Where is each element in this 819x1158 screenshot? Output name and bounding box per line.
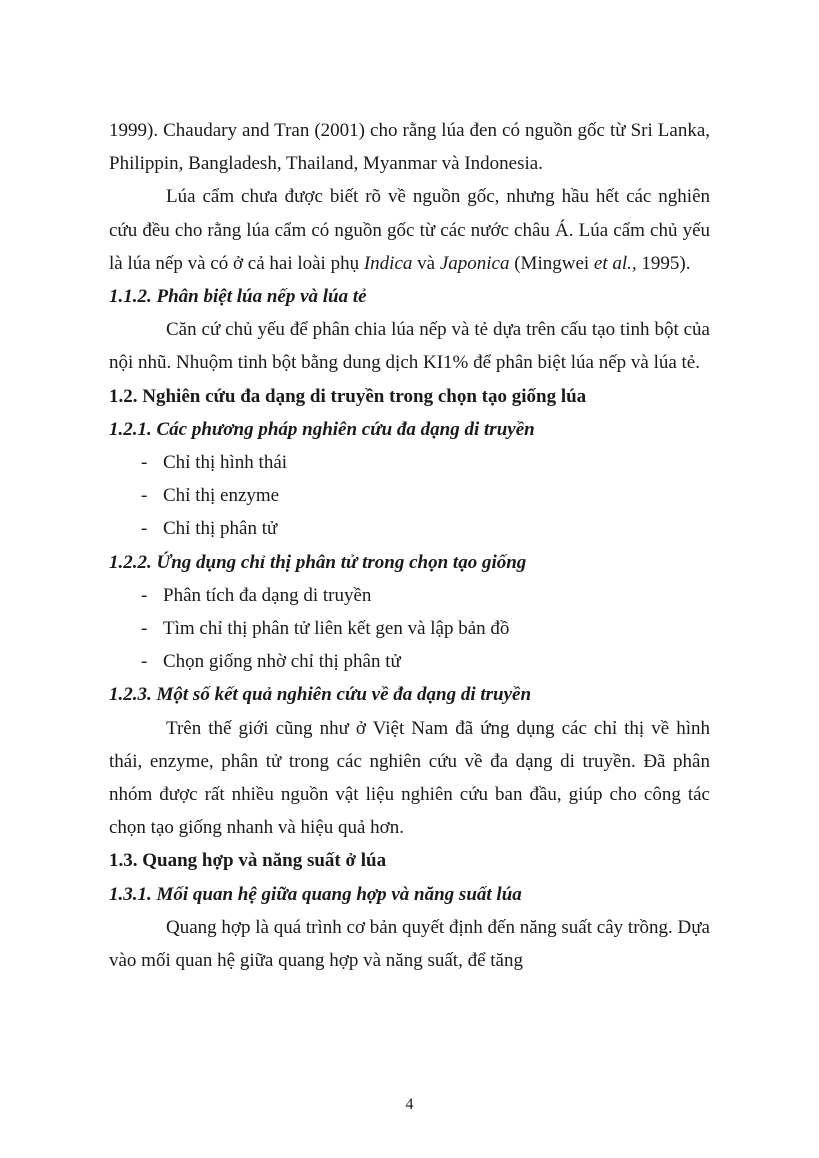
- list-item-text: Chỉ thị enzyme: [163, 485, 280, 507]
- heading-1-3-1: 1.3.1. Mối quan hệ giữa quang hợp và năng suất lúa: [109, 883, 522, 905]
- list-item-text: Chỉ thị phân tử: [163, 518, 278, 540]
- italic-indica: Indica: [363, 252, 413, 274]
- heading-1-2-2: 1.2.2. Ứng dụng chỉ thị phân tử trong chọn tạo giống: [109, 551, 527, 573]
- list-research-methods: [109, 446, 710, 546]
- paragraph-starch-distinction: Căn cứ chủ yếu để phân chia lúa nếp và tẻ dựa trên cấu tạo tinh bột của nội nhũ. Nhuộm tinh bột bằng dung dịch KI1% để phân biệt lúa nếp và lúa tẻ.: [109, 319, 710, 374]
- list-item: [109, 645, 710, 678]
- dash-marker: -: [141, 485, 148, 507]
- list-item: [109, 446, 710, 479]
- list-item-text: Chỉ thị hình thái: [163, 452, 288, 474]
- heading-1-2: 1.2. Nghiên cứu đa dạng di truyền trong chọn tạo giống lúa: [109, 385, 587, 407]
- paragraph-purple-rice-origin: [109, 180, 710, 280]
- list-item-text: Tìm chỉ thị phân tử liên kết gen và lập bản đồ: [163, 618, 510, 640]
- heading-1-2-1: 1.2.1. Các phương pháp nghiên cứu đa dạng di truyền: [109, 418, 535, 440]
- list-marker-applications: [109, 579, 710, 679]
- dash-marker: -: [141, 584, 148, 606]
- italic-japonica: Japonica: [439, 252, 510, 274]
- list-item: [109, 479, 710, 512]
- page-number: 4: [405, 1096, 414, 1113]
- italic-et-al: et al.,: [593, 252, 637, 274]
- text-segment: và: [412, 252, 440, 274]
- heading-1-3: 1.3. Quang hợp và năng suất ở lúa: [109, 850, 387, 872]
- text-segment: 1995).: [636, 252, 691, 274]
- list-item: [109, 579, 710, 612]
- paragraph-photosynthesis: Quang hợp là quá trình cơ bản quyết định đến năng suất cây trồng. Dựa vào mối quan hệ giữa quang hợp và năng suất, để tăng: [109, 916, 710, 972]
- heading-1-2-3: 1.2.3. Một số kết quả nghiên cứu về đa dạng di truyền: [109, 684, 532, 706]
- paragraph-diversity-results: Trên thế giới cũng như ở Việt Nam đã ứng dụng các chỉ thị về hình thái, enzyme, phân tử trong các nghiên cứu về đa dạng di truyền. Đã phân nhóm được rất nhiều nguồn vật liệu nghiên cứu ban đầu, giúp cho công tác chọn tạo giống nhanh và hiệu quả hơn.: [109, 717, 710, 839]
- paragraph-black-rice-origin: 1999). Chaudary and Tran (2001) cho rằng lúa đen có nguồn gốc từ Sri Lanka, Philippin, Bangladesh, Thailand, Myanmar và Indonesia.: [109, 120, 710, 175]
- heading-1-1-2: 1.1.2. Phân biệt lúa nếp và lúa tẻ: [109, 286, 367, 308]
- list-item-text: Phân tích đa dạng di truyền: [163, 584, 372, 606]
- dash-marker: -: [141, 651, 148, 673]
- document-page: [109, 114, 710, 977]
- list-item-text: Chọn giống nhờ chỉ thị phân tử: [163, 651, 401, 673]
- dash-marker: -: [141, 452, 148, 474]
- text-segment: (Mingwei: [509, 252, 594, 274]
- dash-marker: -: [141, 518, 148, 540]
- dash-marker: -: [141, 618, 148, 640]
- list-item: [109, 612, 710, 645]
- list-item: [109, 512, 710, 545]
- text-segment: Lúa cẩm chưa được biết rõ về nguồn gốc, nhưng hầu hết các nghiên cứu đều cho rằng lúa cẩm có nguồn gốc từ các nước châu Á. Lúa cẩm chủ yếu là lúa nếp và có ở cả hai loài phụ: [109, 186, 710, 274]
